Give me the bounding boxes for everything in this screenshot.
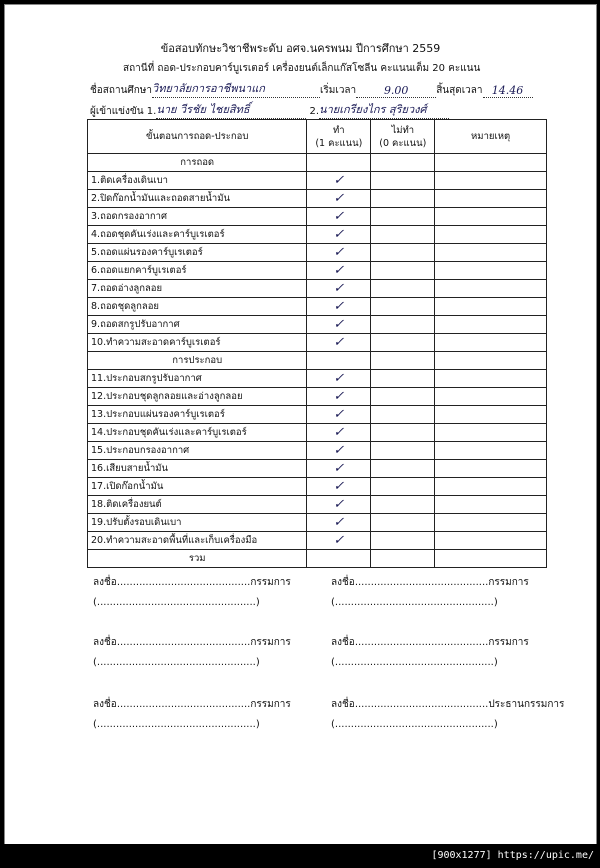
step-label: 17.เปิดก๊อกน้ำมัน	[88, 478, 307, 496]
done-check-mark: ✓	[307, 442, 371, 460]
header-done	[307, 120, 371, 154]
signature-2-name: (..................................................)	[331, 597, 498, 608]
table-row	[88, 244, 547, 262]
sign-label: ลงชื่อ	[331, 637, 355, 648]
done-check-mark: ✓	[307, 316, 371, 334]
done-check-mark: ✓	[307, 280, 371, 298]
step-label: 9.ถอดสกรูปรับอากาศ	[88, 316, 307, 334]
done-check-mark: ✓	[307, 334, 371, 352]
note-cell	[435, 262, 547, 280]
committee-label: กรรมการ	[488, 637, 529, 648]
step-label: 18.ติดเครื่องยนต์	[88, 496, 307, 514]
total-note-cell	[435, 550, 547, 568]
step-label: 11.ประกอบสกรูปรับอากาศ	[88, 370, 307, 388]
signature-3	[93, 635, 291, 650]
chair-label: ประธานกรรมการ	[488, 699, 565, 710]
table-row	[88, 280, 547, 298]
step-label: 3.ถอดกรองอากาศ	[88, 208, 307, 226]
header-steps: ขั้นตอนการถอด-ประกอบ	[88, 120, 307, 154]
section-notdone-cell	[371, 352, 435, 370]
note-cell	[435, 532, 547, 550]
table-row	[88, 226, 547, 244]
committee-label: กรรมการ	[250, 637, 291, 648]
start-value: 9.00	[356, 84, 436, 98]
competitors-line	[90, 100, 449, 119]
notdone-cell	[371, 388, 435, 406]
signature-chair	[331, 697, 564, 712]
note-cell	[435, 298, 547, 316]
signature-1	[93, 575, 291, 590]
header-notdone-label: ไม่ทำ	[391, 124, 415, 136]
done-check-mark: ✓	[307, 244, 371, 262]
step-label: 5.ถอดแผ่นรองคาร์บูเรเตอร์	[88, 244, 307, 262]
table-body	[88, 154, 547, 568]
note-cell	[435, 442, 547, 460]
school-value: วิทยาลัยการอาชีพนาแก	[152, 79, 320, 98]
table-row	[88, 406, 547, 424]
done-check-mark: ✓	[307, 424, 371, 442]
table-total-row	[88, 550, 547, 568]
end-value: 14.46	[483, 84, 533, 98]
school-line	[90, 79, 533, 98]
competitor1-name: นาย วีรชัย ไชยสิทธิ์	[156, 100, 306, 119]
notdone-cell	[371, 208, 435, 226]
done-check-mark: ✓	[307, 532, 371, 550]
done-check-mark: ✓	[307, 406, 371, 424]
table-row	[88, 262, 547, 280]
table-row	[88, 298, 547, 316]
notdone-cell	[371, 478, 435, 496]
competitor2-name: นายเกรียงไกร สุริยวงศ์	[319, 100, 449, 119]
table-section-row	[88, 352, 547, 370]
table-row	[88, 190, 547, 208]
notdone-cell	[371, 226, 435, 244]
table-row	[88, 496, 547, 514]
competitors-label: ผู้เข้าแข่งขัน	[90, 106, 144, 117]
done-check-mark: ✓	[307, 478, 371, 496]
notdone-cell	[371, 514, 435, 532]
sign-dots: ..........................................	[116, 577, 251, 588]
done-check-mark: ✓	[307, 514, 371, 532]
header-note: หมายเหตุ	[435, 120, 547, 154]
signature-1-name: (..................................................)	[93, 597, 260, 608]
sign-label: ลงชื่อ	[93, 699, 117, 710]
note-cell	[435, 316, 547, 334]
notdone-cell	[371, 298, 435, 316]
table-row	[88, 208, 547, 226]
done-check-mark: ✓	[307, 496, 371, 514]
notdone-cell	[371, 532, 435, 550]
step-label: 7.ถอดอ่างลูกลอย	[88, 280, 307, 298]
signature-chair-name: (..................................................)	[331, 719, 498, 730]
notdone-cell	[371, 370, 435, 388]
table-row	[88, 316, 547, 334]
signature-4-name: (..................................................)	[331, 657, 498, 668]
table-row	[88, 172, 547, 190]
table-row	[88, 514, 547, 532]
document-page	[4, 4, 597, 846]
total-label: รวม	[88, 550, 307, 568]
header-notdone	[371, 120, 435, 154]
done-check-mark: ✓	[307, 460, 371, 478]
sign-label: ลงชื่อ	[93, 637, 117, 648]
committee-label: กรรมการ	[250, 577, 291, 588]
station-line: สถานีที่ ถอด-ประกอบคาร์บูเรเตอร์ เครื่องยนต์เล็กแก๊สโซลีน คะแนนเต็ม 20 คะแนน	[123, 63, 481, 74]
competitor2-number: 2.	[309, 106, 320, 117]
table-row	[88, 370, 547, 388]
document-title: ข้อสอบทักษะวิชาชีพระดับ อศจ.นครพนม ปีการศึกษา 2559	[160, 42, 441, 55]
step-label: 16.เสียบสายน้ำมัน	[88, 460, 307, 478]
notdone-cell	[371, 334, 435, 352]
step-label: 14.ประกอบชุดคันเร่งและคาร์บูเรเตอร์	[88, 424, 307, 442]
section-assemble-label: การประกอบ	[88, 352, 307, 370]
sign-dots: ..........................................	[354, 577, 489, 588]
done-check-mark: ✓	[307, 298, 371, 316]
signature-5	[93, 697, 291, 712]
section-done-cell	[307, 154, 371, 172]
table-row	[88, 334, 547, 352]
total-notdone-cell	[371, 550, 435, 568]
note-cell	[435, 514, 547, 532]
step-label: 20.ทำความสะอาดพื้นที่และเก็บเครื่องมือ	[88, 532, 307, 550]
competitor1-number: 1.	[146, 106, 157, 117]
note-cell	[435, 424, 547, 442]
sign-label: ลงชื่อ	[331, 577, 355, 588]
watermark: [900x1277] https://upic.me/	[0, 844, 600, 868]
notdone-cell	[371, 460, 435, 478]
step-label: 2.ปิดก๊อกน้ำมันและถอดสายน้ำมัน	[88, 190, 307, 208]
school-label: ชื่อสถานศึกษา	[90, 85, 153, 96]
table-row	[88, 388, 547, 406]
note-cell	[435, 190, 547, 208]
sign-dots: ..........................................	[354, 637, 489, 648]
note-cell	[435, 334, 547, 352]
committee-label: กรรมการ	[488, 577, 529, 588]
note-cell	[435, 172, 547, 190]
notdone-cell	[371, 280, 435, 298]
done-check-mark: ✓	[307, 226, 371, 244]
note-cell	[435, 280, 547, 298]
done-check-mark: ✓	[307, 172, 371, 190]
signature-5-name: (..................................................)	[93, 719, 260, 730]
end-label: สิ้นสุดเวลา	[436, 85, 483, 96]
header-done-label: ทำ	[333, 124, 345, 136]
notdone-cell	[371, 262, 435, 280]
note-cell	[435, 388, 547, 406]
note-cell	[435, 478, 547, 496]
table-row	[88, 460, 547, 478]
step-label: 19.ปรับตั้งรอบเดินเบา	[88, 514, 307, 532]
done-check-mark: ✓	[307, 208, 371, 226]
step-label: 13.ประกอบแผ่นรองคาร์บูเรเตอร์	[88, 406, 307, 424]
notdone-cell	[371, 424, 435, 442]
note-cell	[435, 406, 547, 424]
section-remove-label: การถอด	[88, 154, 307, 172]
step-label: 4.ถอดชุดคันเร่งและคาร์บูเรเตอร์	[88, 226, 307, 244]
done-check-mark: ✓	[307, 388, 371, 406]
step-label: 15.ประกอบกรองอากาศ	[88, 442, 307, 460]
done-check-mark: ✓	[307, 370, 371, 388]
checklist-table	[87, 119, 547, 568]
notdone-cell	[371, 496, 435, 514]
notdone-cell	[371, 244, 435, 262]
step-label: 6.ถอดแยกคาร์บูเรเตอร์	[88, 262, 307, 280]
signature-4	[331, 635, 529, 650]
step-label: 10.ทำความสะอาดคาร์บูเรเตอร์	[88, 334, 307, 352]
total-done-cell	[307, 550, 371, 568]
notdone-cell	[371, 316, 435, 334]
notdone-cell	[371, 406, 435, 424]
section-done-cell	[307, 352, 371, 370]
sign-label: ลงชื่อ	[93, 577, 117, 588]
sign-dots: ..........................................	[354, 699, 489, 710]
start-label: เริ่มเวลา	[320, 85, 357, 96]
section-note-cell	[435, 154, 547, 172]
sign-label: ลงชื่อ	[331, 699, 355, 710]
note-cell	[435, 460, 547, 478]
done-check-mark: ✓	[307, 190, 371, 208]
notdone-cell	[371, 172, 435, 190]
notdone-cell	[371, 442, 435, 460]
signature-3-name: (..................................................)	[93, 657, 260, 668]
committee-label: กรรมการ	[250, 699, 291, 710]
sign-dots: ..........................................	[116, 699, 251, 710]
header-notdone-sub: (0 คะแนน)	[379, 137, 427, 149]
note-cell	[435, 208, 547, 226]
note-cell	[435, 370, 547, 388]
header-done-sub: (1 คะแนน)	[315, 137, 363, 149]
table-row	[88, 424, 547, 442]
signature-2	[331, 575, 529, 590]
table-row	[88, 442, 547, 460]
table-row	[88, 532, 547, 550]
sign-dots: ..........................................	[116, 637, 251, 648]
note-cell	[435, 226, 547, 244]
table-row	[88, 478, 547, 496]
step-label: 1.ติดเครื่องเดินเบา	[88, 172, 307, 190]
table-section-row	[88, 154, 547, 172]
step-label: 12.ประกอบชุดลูกลอยและอ่างลูกลอย	[88, 388, 307, 406]
section-notdone-cell	[371, 154, 435, 172]
table-header-row	[88, 120, 547, 154]
notdone-cell	[371, 190, 435, 208]
section-note-cell	[435, 352, 547, 370]
note-cell	[435, 496, 547, 514]
note-cell	[435, 244, 547, 262]
step-label: 8.ถอดชุดลูกลอย	[88, 298, 307, 316]
done-check-mark: ✓	[307, 262, 371, 280]
